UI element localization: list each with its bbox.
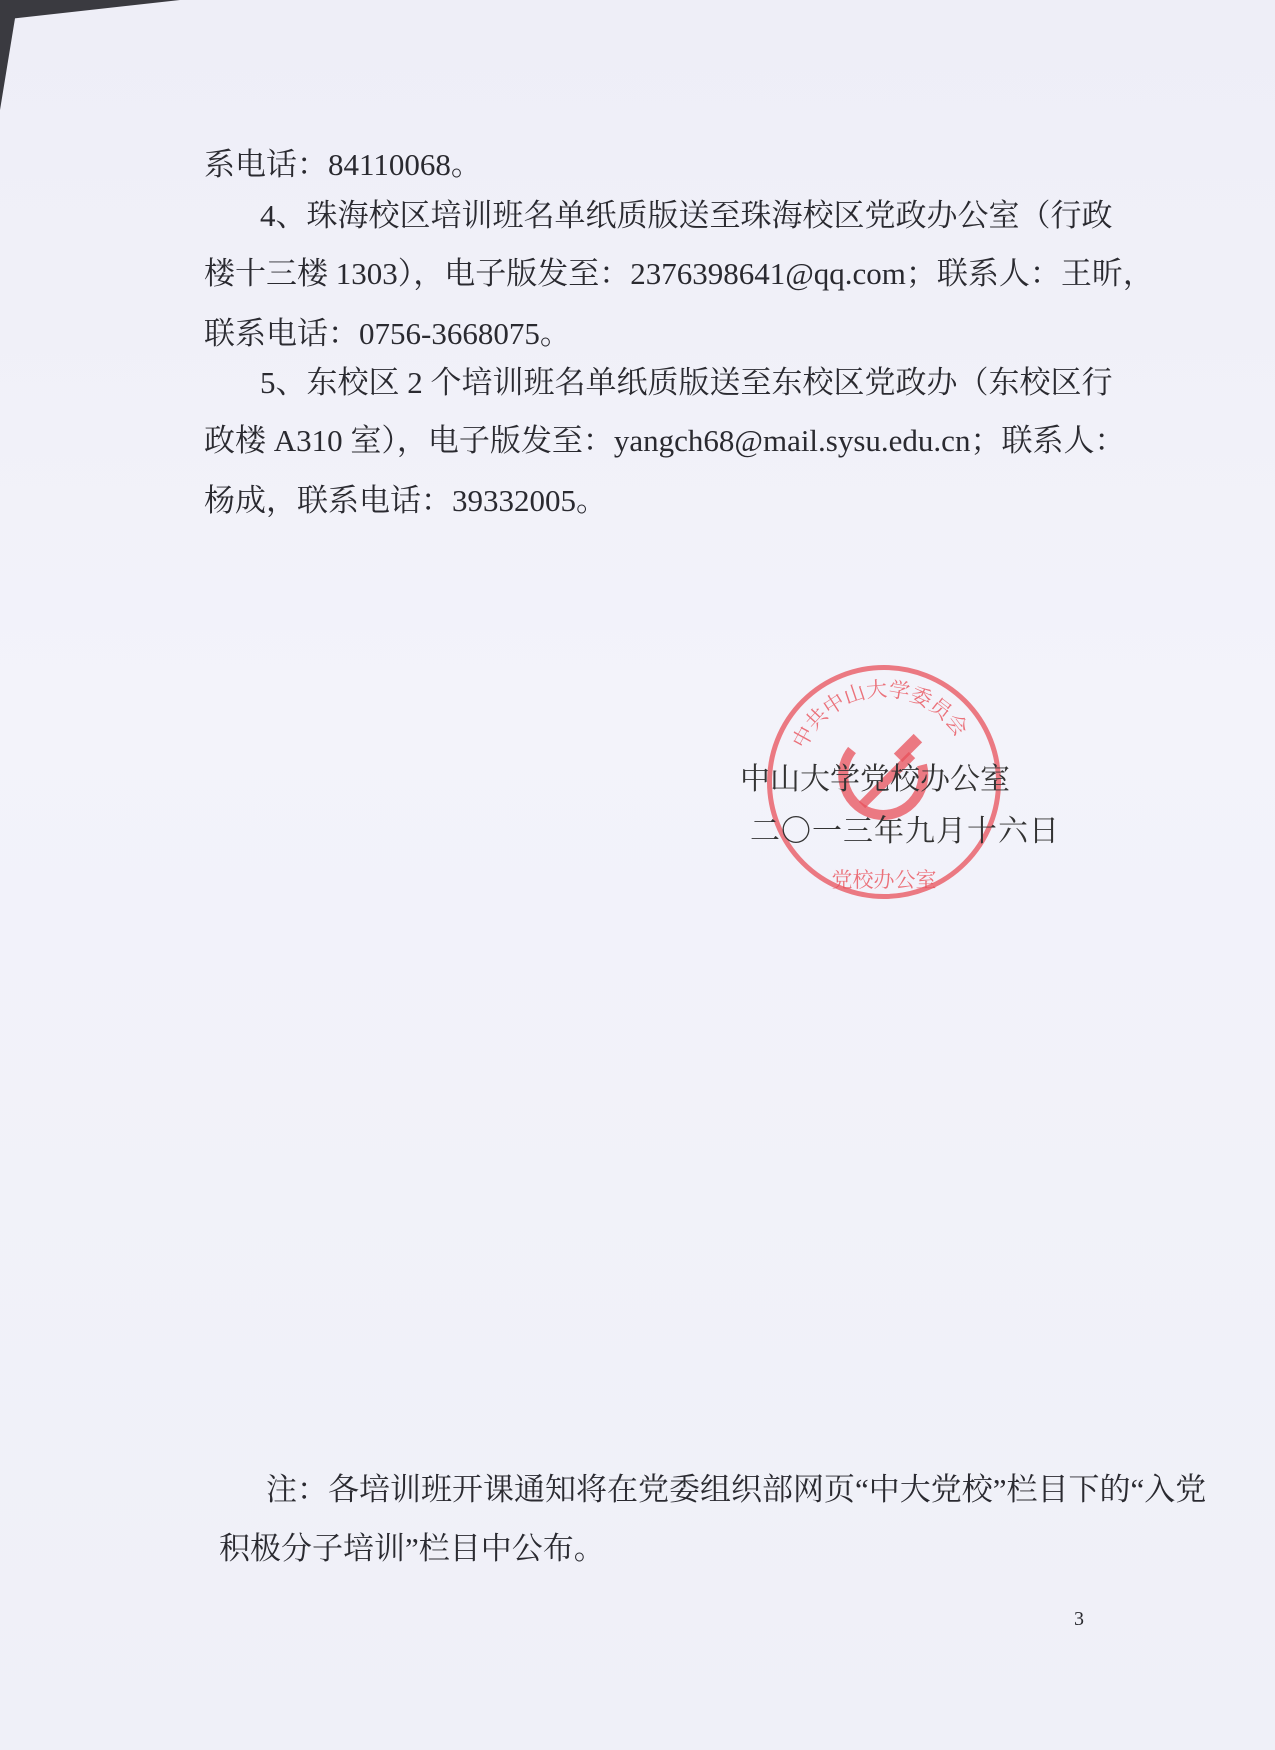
stamp-outer-text: 中共中山大学委员会 (787, 676, 973, 753)
page-number: 3 (1074, 1608, 1084, 1630)
body-line-item-5: 5、东校区 2 个培训班名单纸质版送至东校区党政办（东校区行 (260, 365, 1113, 400)
body-line: 政楼 A310 室），电子版发至：yangch68@mail.sysu.edu.cn；联系人： (204, 423, 1126, 458)
body-line-item-4: 4、珠海校区培训班名单纸质版送至珠海校区党政办公室（行政 (260, 198, 1113, 233)
body-line: 系电话：84110068。 (204, 147, 482, 182)
body-line: 楼十三楼 1303），电子版发至：2376398641@qq.com；联系人：王昕， (204, 256, 1154, 291)
signature-office: 中山大学党校办公室 (740, 762, 1010, 797)
scan-corner-fold-top (0, 0, 180, 20)
body-line: 杨成，联系电话：39332005。 (204, 483, 607, 518)
note-line: 积极分子培训”栏目中公布。 (219, 1531, 605, 1566)
signature-date: 二〇一三年九月十六日 (750, 814, 1060, 849)
body-line: 联系电话：0756-3668075。 (204, 316, 571, 351)
svg-text:中共中山大学委员会 (788, 677, 973, 752)
note-line: 注：各培训班开课通知将在党委组织部网页“中大党校”栏目下的“入党 (266, 1472, 1207, 1507)
stamp-inner-text: 党校办公室 (831, 868, 937, 892)
